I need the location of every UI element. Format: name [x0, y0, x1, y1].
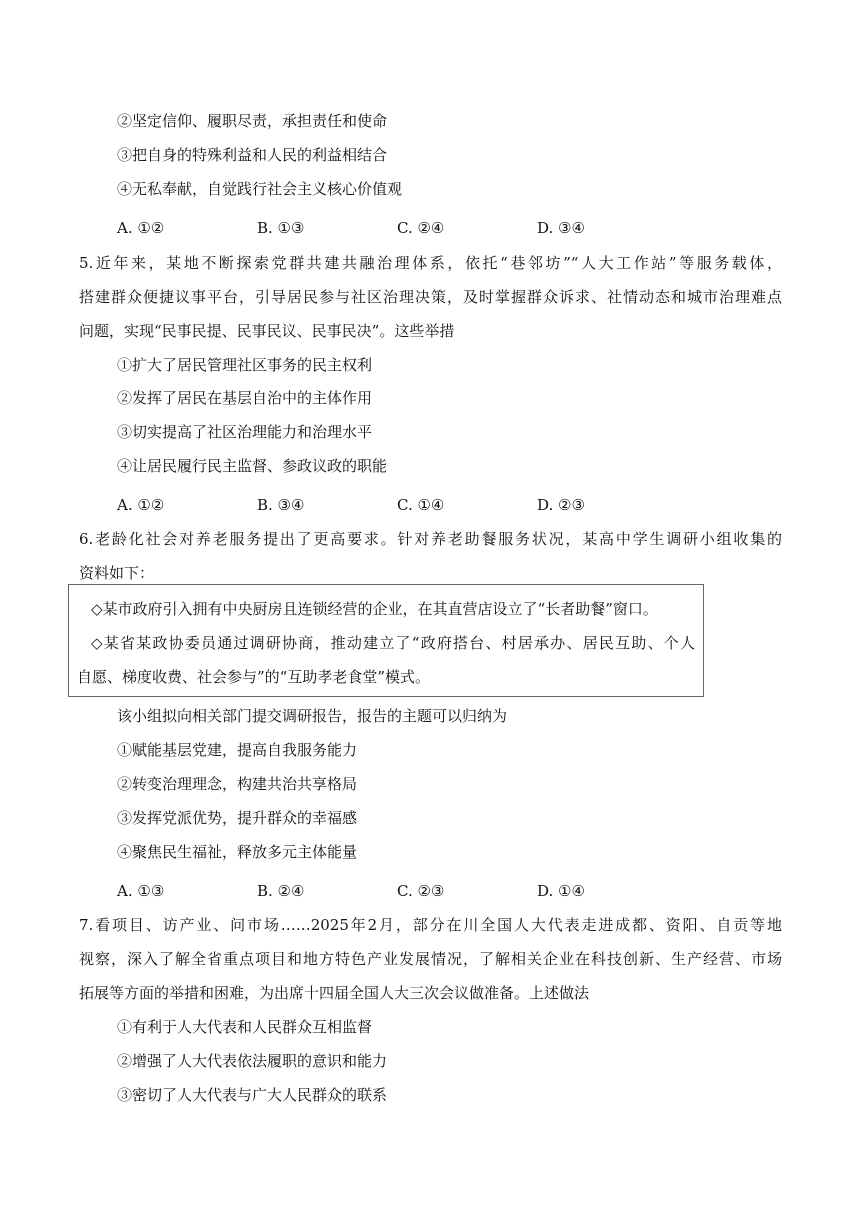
- q4-option-c: C. ②④: [397, 219, 445, 237]
- q4-item-3: ③把自身的特殊利益和人民的利益相结合: [117, 146, 388, 164]
- q7-stem-line-1: 7.看项目、访产业、问市场……2025年2月，部分在川全国人大代表走进成都、资阳、自贡等地: [79, 916, 782, 934]
- q7-item-1: ①有利于人大代表和人民群众互相监督: [117, 1018, 373, 1036]
- q6-option-b: B. ②④: [257, 882, 305, 900]
- q4-options: [117, 218, 597, 238]
- q6-options: [117, 881, 597, 901]
- q5-item-3: ③切实提高了社区治理能力和治理水平: [117, 423, 373, 441]
- q6-item-2: ②转变治理理念，构建共治共享格局: [117, 775, 358, 793]
- q7-item-2: ②增强了人大代表依法履职的意识和能力: [117, 1052, 388, 1070]
- q4-item-4: ④无私奉献，自觉践行社会主义核心价值观: [117, 180, 403, 198]
- q5-item-4: ④让居民履行民主监督、参政议政的职能: [117, 457, 388, 475]
- q5-stem-line-2: 搭建群众便捷议事平台，引导居民参与社区治理决策，及时掌握群众诉求、社情动态和城市治理难点: [79, 288, 782, 306]
- q5-stem-line-3: 问题，实现“民事民提、民事民议、民事民决”。这些举措: [79, 322, 455, 340]
- q5-options: [117, 495, 597, 515]
- q4-option-d: D. ③④: [537, 219, 585, 237]
- q7-stem-line-3: 拓展等方面的举措和困难，为出席十四届全国人大三次会议做准备。上述做法: [79, 984, 590, 1002]
- q5-item-2: ②发挥了居民在基层自治中的主体作用: [117, 389, 373, 407]
- q5-item-1: ①扩大了居民管理社区事务的民主权利: [117, 356, 373, 374]
- q4-item-2: ②坚定信仰、履职尽责，承担责任和使命: [117, 112, 388, 130]
- q5-stem-line-1: 5.近年来，某地不断探索党群共建共融治理体系，依托“巷邻坊”“人大工作站”等服务载体，: [79, 254, 782, 272]
- q5-option-c: C. ①④: [397, 496, 445, 514]
- q6-option-a: A. ①③: [117, 882, 165, 900]
- material-line-2: ◇某省某政协委员通过调研协商，推动建立了“政府搭台、村居承办、居民互助、个人: [91, 634, 695, 652]
- q5-option-d: D. ②③: [537, 496, 585, 514]
- q5-option-b: B. ③④: [257, 496, 305, 514]
- q6-item-4: ④聚焦民生福祉，释放多元主体能量: [117, 843, 358, 861]
- q7-item-3: ③密切了人大代表与广大人民群众的联系: [117, 1086, 388, 1104]
- material-line-1: ◇某市政府引入拥有中央厨房且连锁经营的企业，在其直营店设立了“长者助餐”窗口。: [91, 600, 658, 618]
- material-box: [68, 584, 704, 697]
- q6-item-1: ①赋能基层党建，提高自我服务能力: [117, 741, 358, 759]
- q6-stem-line-1: 6.老龄化社会对养老服务提出了更高要求。针对养老助餐服务状况，某高中学生调研小组收集的: [79, 530, 782, 548]
- q6-option-d: D. ①④: [537, 882, 585, 900]
- q7-stem-line-2: 视察，深入了解全省重点项目和地方特色产业发展情况，了解相关企业在科技创新、生产经营、市场: [79, 950, 782, 968]
- q4-option-b: B. ①③: [257, 219, 305, 237]
- q6-question: 该小组拟向相关部门提交调研报告，报告的主题可以归纳为: [117, 707, 508, 725]
- q6-stem-line-2: 资料如下：: [79, 564, 155, 582]
- q6-item-3: ③发挥党派优势，提升群众的幸福感: [117, 809, 358, 827]
- q5-option-a: A. ①②: [117, 496, 165, 514]
- q4-option-a: A. ①②: [117, 219, 165, 237]
- q6-option-c: C. ②③: [397, 882, 445, 900]
- material-line-3: 自愿、梯度收费、社会参与”的“互助孝老食堂”模式。: [77, 668, 431, 686]
